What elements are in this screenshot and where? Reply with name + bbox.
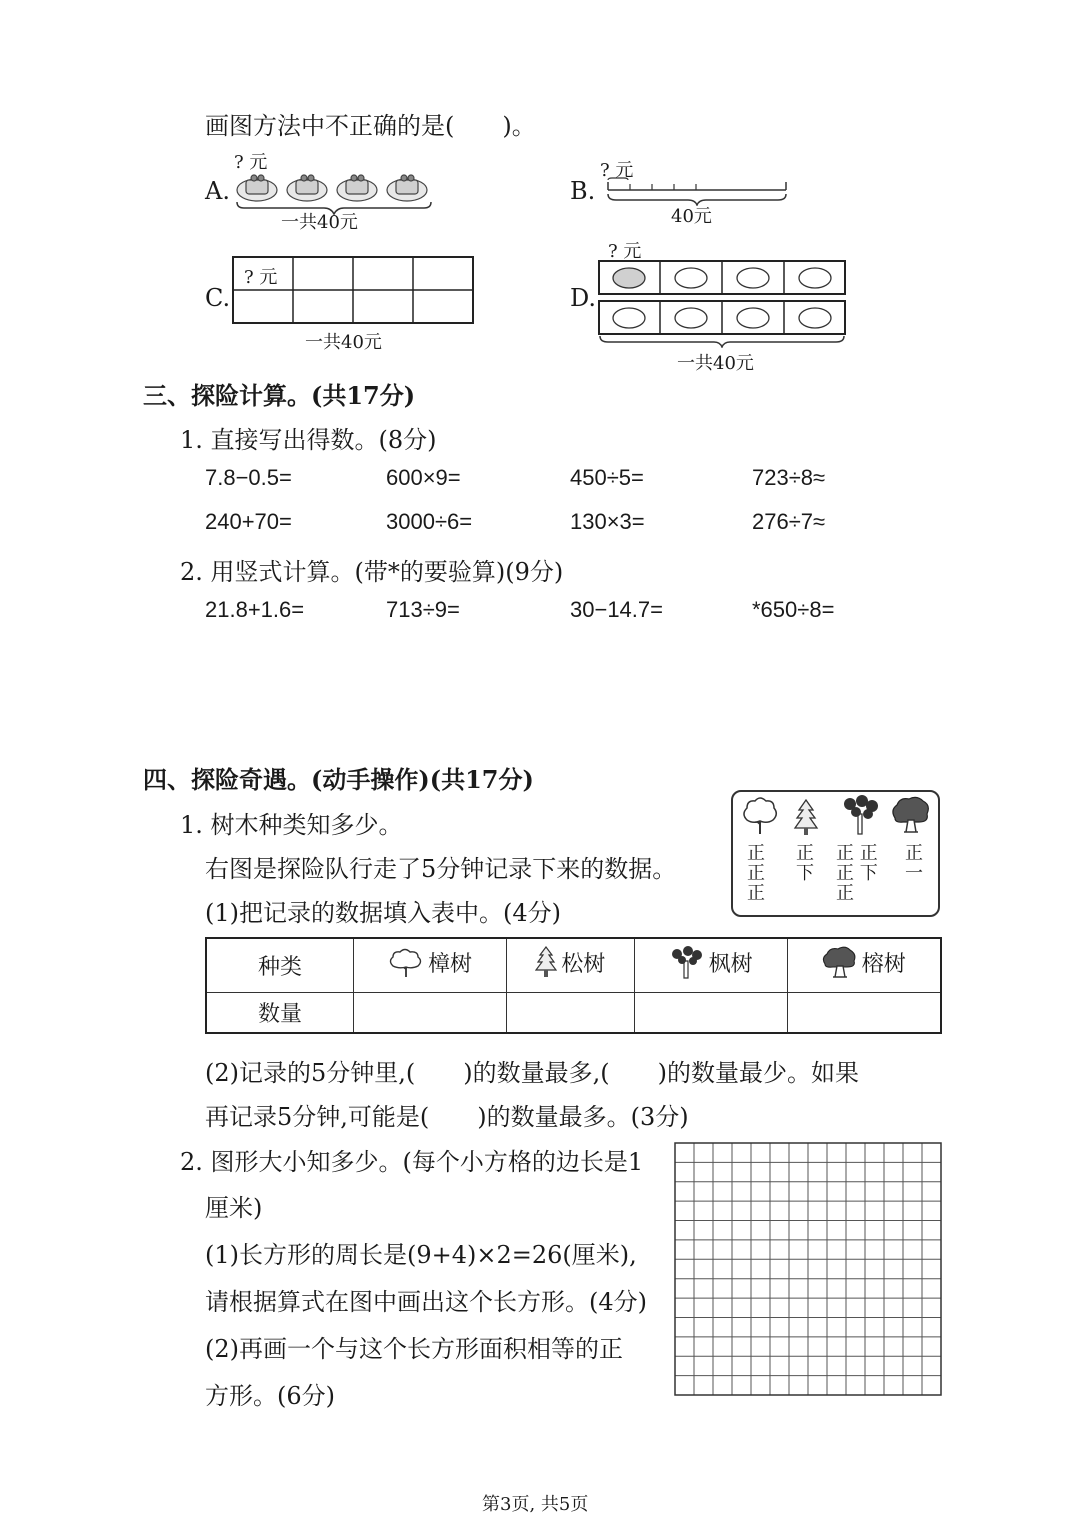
option-b-unknown: ? 元: [600, 160, 634, 181]
cake-icon: [387, 175, 427, 201]
section-4-q2-sub2-line2: 方形。(6分): [205, 1382, 335, 1410]
option-b-total: 40元: [671, 206, 712, 227]
section-3-title: 三、探险计算。(共17分): [143, 381, 416, 410]
answer-cell-camphor[interactable]: [354, 992, 507, 1033]
option-d-unknown: ? 元: [608, 241, 642, 262]
cake-icon: [287, 175, 327, 201]
table-header-pine: 松树: [506, 938, 634, 992]
section-3-q2-title: 2. 用竖式计算。(带*的要验算)(9分): [180, 558, 564, 586]
option-a-total: 一共40元: [281, 212, 358, 233]
option-d-total: 一共40元: [677, 353, 754, 374]
section-4-q1-sub2-line1: (2)记录的5分钟里,( )的数量最多,( )的数量最少。如果: [205, 1059, 859, 1087]
section-4-q2-title-line1: 2. 图形大小知多少。(每个小方格的边长是1: [180, 1148, 644, 1176]
page-footer: 第3页, 共5页: [482, 1494, 589, 1515]
option-c-total: 一共40元: [305, 332, 382, 353]
option-c-label: C.: [205, 284, 231, 312]
calc-item: 600×9=: [386, 465, 461, 490]
maple-tree-icon: [840, 794, 880, 836]
calc-item: 240+70=: [205, 509, 292, 534]
section-4-title: 四、探险奇遇。(动手操作)(共17分): [143, 765, 534, 794]
option-a-label: A.: [205, 177, 230, 205]
calc-item: 7.8−0.5=: [205, 465, 292, 490]
vertical-calc-item: *650÷8=: [752, 597, 835, 622]
answer-cell-maple[interactable]: [634, 992, 787, 1033]
vertical-calc-item: 30−14.7=: [570, 597, 663, 622]
banyan-tree-icon: [891, 796, 931, 834]
pine-tree-icon: [535, 946, 557, 978]
banyan-tree-icon: [822, 946, 858, 978]
tree-count-table: [205, 937, 942, 1034]
table-header-camphor: 樟树: [354, 938, 507, 992]
tally-banyan: 正 一: [905, 843, 923, 884]
tally-box: [731, 790, 940, 917]
vertical-calc-item: 713÷9=: [386, 597, 460, 622]
tally-camphor: 正 正 正: [747, 843, 765, 904]
table-header-type: 种类: [206, 938, 354, 992]
maple-tree-icon: [669, 945, 705, 979]
vertical-calc-item: 21.8+1.6=: [205, 597, 305, 622]
table-header-banyan: 榕树: [787, 938, 941, 992]
section-4-q2-sub1-line2: 请根据算式在图中画出这个长方形。(4分): [205, 1288, 647, 1316]
option-a-unknown: ? 元: [234, 152, 268, 173]
pine-tree-icon: [793, 798, 819, 836]
question-prompt: 画图方法中不正确的是( )。: [205, 112, 536, 140]
option-c-unknown: ? 元: [244, 267, 278, 288]
option-d-ovals-diagram: [598, 260, 848, 348]
section-4-q1-desc: 右图是探险队行走了5分钟记录下来的数据。: [205, 855, 677, 883]
section-4-q2-sub1-line1: (1)长方形的周长是(9+4)×2=26(厘米),: [205, 1241, 637, 1269]
section-4-q1-sub2-line2: 再记录5分钟,可能是( )的数量最多。(3分): [205, 1103, 689, 1131]
table-header-maple: 枫树: [634, 938, 787, 992]
calc-item: 276÷7≈: [752, 509, 826, 534]
section-4-q1-title: 1. 树木种类知多少。: [180, 811, 403, 839]
cake-icon: [337, 175, 377, 201]
section-4-q2-title-line2: 厘米): [205, 1194, 263, 1222]
option-d-label: D.: [570, 284, 597, 312]
calc-item: 130×3=: [570, 509, 645, 534]
tally-pine: 正 下: [796, 843, 814, 884]
calc-item: 3000÷6=: [386, 509, 473, 534]
answer-cell-banyan[interactable]: [787, 992, 941, 1033]
tally-maple: 正 正 正 下 正: [836, 843, 878, 904]
section-4-q1-sub1: (1)把记录的数据填入表中。(4分): [205, 899, 561, 927]
answer-cell-pine[interactable]: [506, 992, 634, 1033]
drawing-grid[interactable]: [674, 1142, 944, 1398]
option-b-label: B.: [570, 177, 596, 205]
table-header-quantity: 数量: [206, 992, 354, 1033]
calc-item: 450÷5=: [570, 465, 644, 490]
calc-item: 723÷8≈: [752, 465, 826, 490]
section-3-q1-title: 1. 直接写出得数。(8分): [180, 426, 437, 454]
camphor-tree-icon: [388, 948, 424, 978]
section-4-q2-sub2-line1: (2)再画一个与这个长方形面积相等的正: [205, 1335, 623, 1363]
cake-icon: [237, 175, 277, 201]
camphor-tree-icon: [741, 796, 779, 836]
